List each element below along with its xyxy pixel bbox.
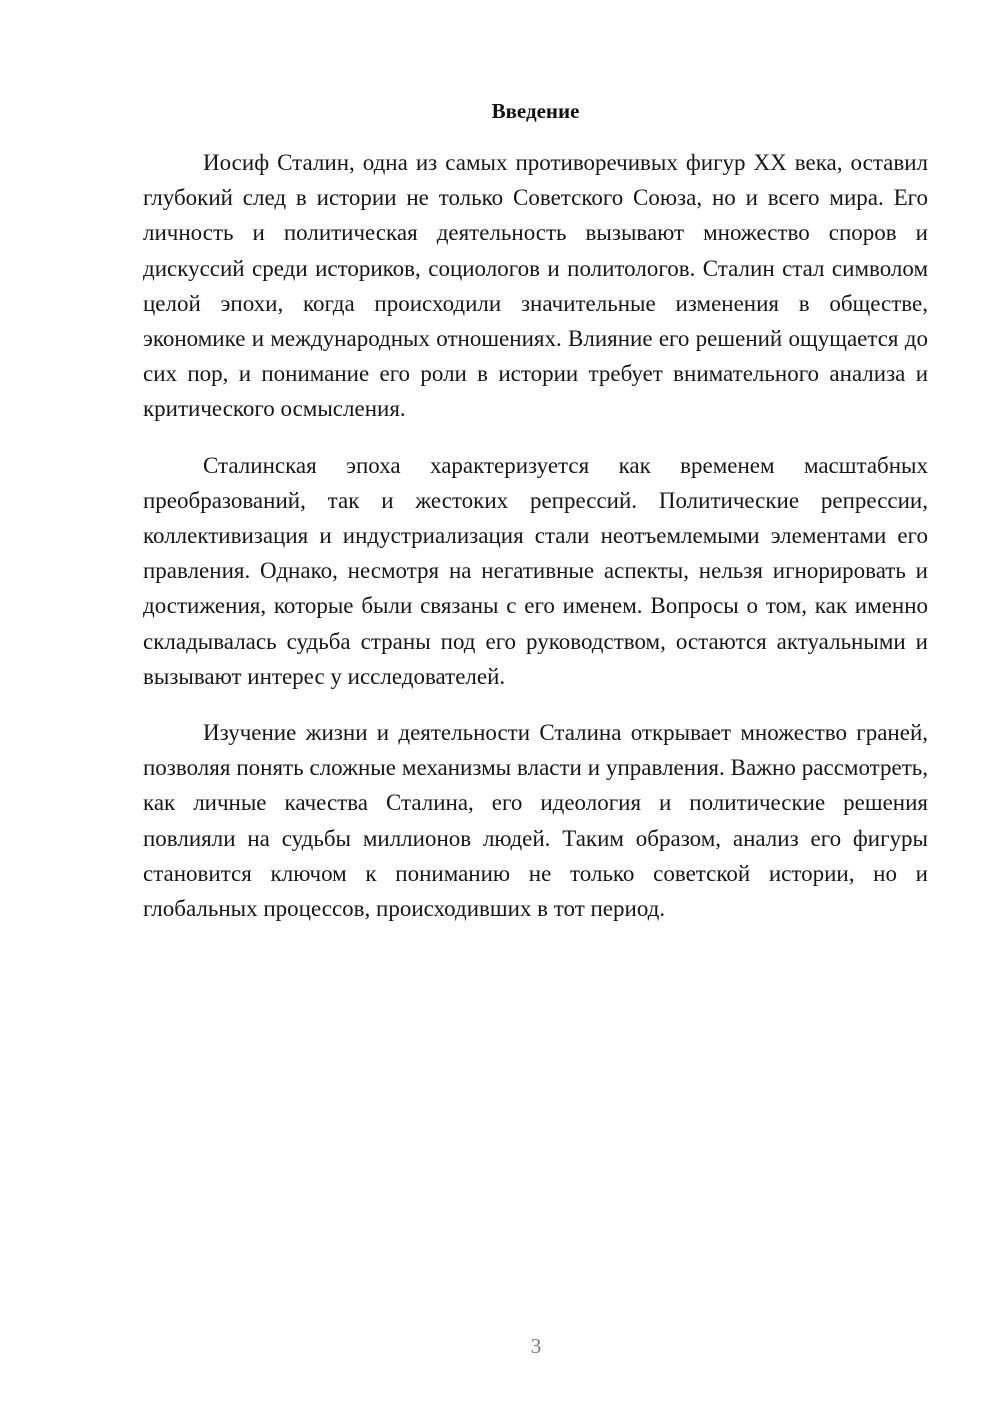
paragraph-2: Сталинская эпоха характеризуется как временем масштабных преобразований, так и жестоких репрессий. Политические репрессии, коллективизация и индустриализация стали неотъемлемыми элементами его правления. Однако, несмотря на негативные аспекты, нельзя игнорировать и достижения, которые были связаны с его именем. Вопросы о том, как именно складывалась судьба страны под его руководством, остаются актуальными и вызывают интерес у исследователей. bbox=[143, 452, 928, 689]
section-heading: Введение bbox=[491, 99, 580, 123]
paragraph-3: Изучение жизни и деятельности Сталина открывает множество граней, позволяя понять сложные механизмы власти и управления. Важно рассмотреть, как личные качества Сталина, его идеология и политические решения повлияли на судьбы миллионов людей. Таким образом, анализ его фигуры становится ключом к пониманию не только советской истории, но и глобальных процессов, происходивших в тот период. bbox=[143, 720, 928, 922]
document-body bbox=[143, 145, 928, 947]
page-number: 3 bbox=[530, 1334, 542, 1358]
paragraph-1: Иосиф Сталин, одна из самых противоречивых фигур XX века, оставил глубокий след в истории не только Советского Союза, но и всего мира. Его личность и политическая деятельность вызывают множество споров и дискуссий среди историков, социологов и политологов. Сталин стал символом целой эпохи, когда происходили значительные изменения в обществе, экономике и международных отношениях. Влияние его решений ощущается до сих пор, и понимание его роли в истории требует внимательного анализа и критического осмысления. bbox=[143, 150, 928, 422]
